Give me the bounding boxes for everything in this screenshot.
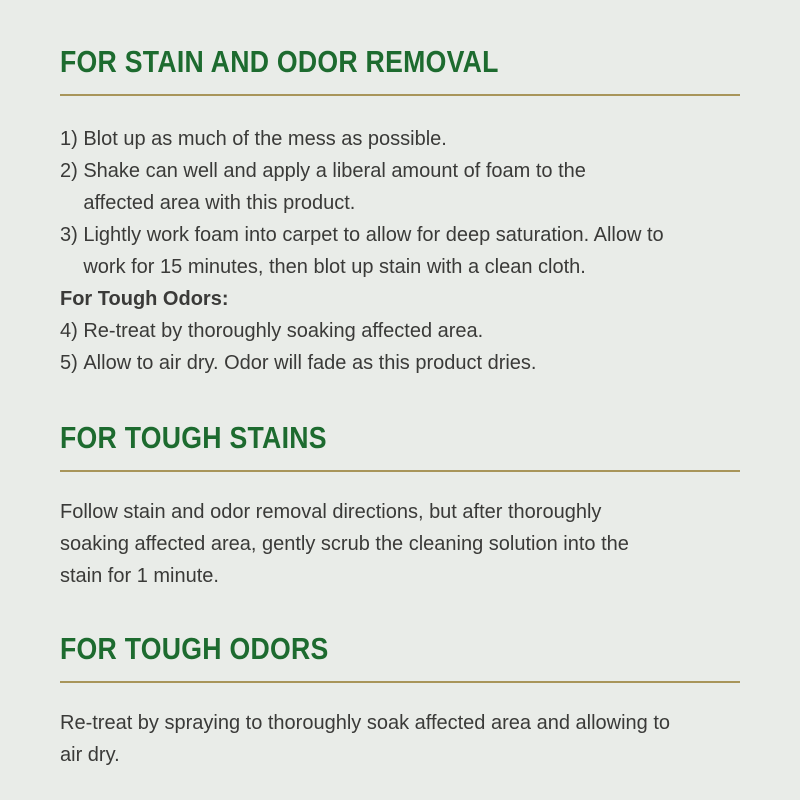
step-item	[60, 219, 670, 283]
tough-stains-body	[60, 496, 650, 592]
step-item	[60, 123, 670, 155]
section-divider	[60, 94, 740, 96]
step-text: Shake can well and apply a liberal amount of foam to the affected area with this product.	[83, 160, 586, 214]
step-text: Re-treat by thoroughly soaking affected area.	[83, 320, 484, 342]
step-number: 4)	[60, 320, 84, 342]
step-text: Lightly work foam into carpet to allow for deep saturation. Allow to work for 15 minutes, then blot up stain with a clean cloth.	[83, 224, 664, 278]
tough-stains-paragraph: Follow stain and odor removal directions, but after thoroughly soaking affected area, gently scrub the cleaning solution into the stain for 1 minute.	[60, 501, 629, 587]
step-text: Blot up as much of the mess as possible.	[83, 128, 447, 150]
tough-odors-paragraph: Re-treat by spraying to thoroughly soak affected area and allowing to air dry.	[60, 712, 670, 766]
steps-list	[60, 315, 670, 379]
step-item	[60, 347, 670, 379]
stain-odor-removal-heading: FOR STAIN AND ODOR REMOVAL	[60, 44, 499, 79]
step-number: 5)	[60, 352, 84, 374]
tough-stains-section	[60, 420, 740, 592]
tough-odors-body	[60, 707, 670, 771]
step-number: 1)	[60, 128, 84, 150]
stain-odor-removal-body	[60, 123, 670, 379]
section-divider	[60, 470, 740, 472]
step-text: Allow to air dry. Odor will fade as this product dries.	[83, 352, 537, 374]
step-item	[60, 315, 670, 347]
section-divider	[60, 681, 740, 683]
tough-odors-heading: FOR TOUGH ODORS	[60, 631, 329, 666]
step-number: 2)	[60, 160, 84, 182]
tough-odors-subheading: For Tough Odors:	[60, 288, 229, 310]
tough-stains-heading: FOR TOUGH STAINS	[60, 420, 327, 455]
stain-odor-removal-section	[60, 44, 740, 379]
step-number: 3)	[60, 224, 84, 246]
steps-list	[60, 123, 670, 283]
tough-odors-section	[60, 631, 740, 771]
step-item	[60, 155, 670, 219]
